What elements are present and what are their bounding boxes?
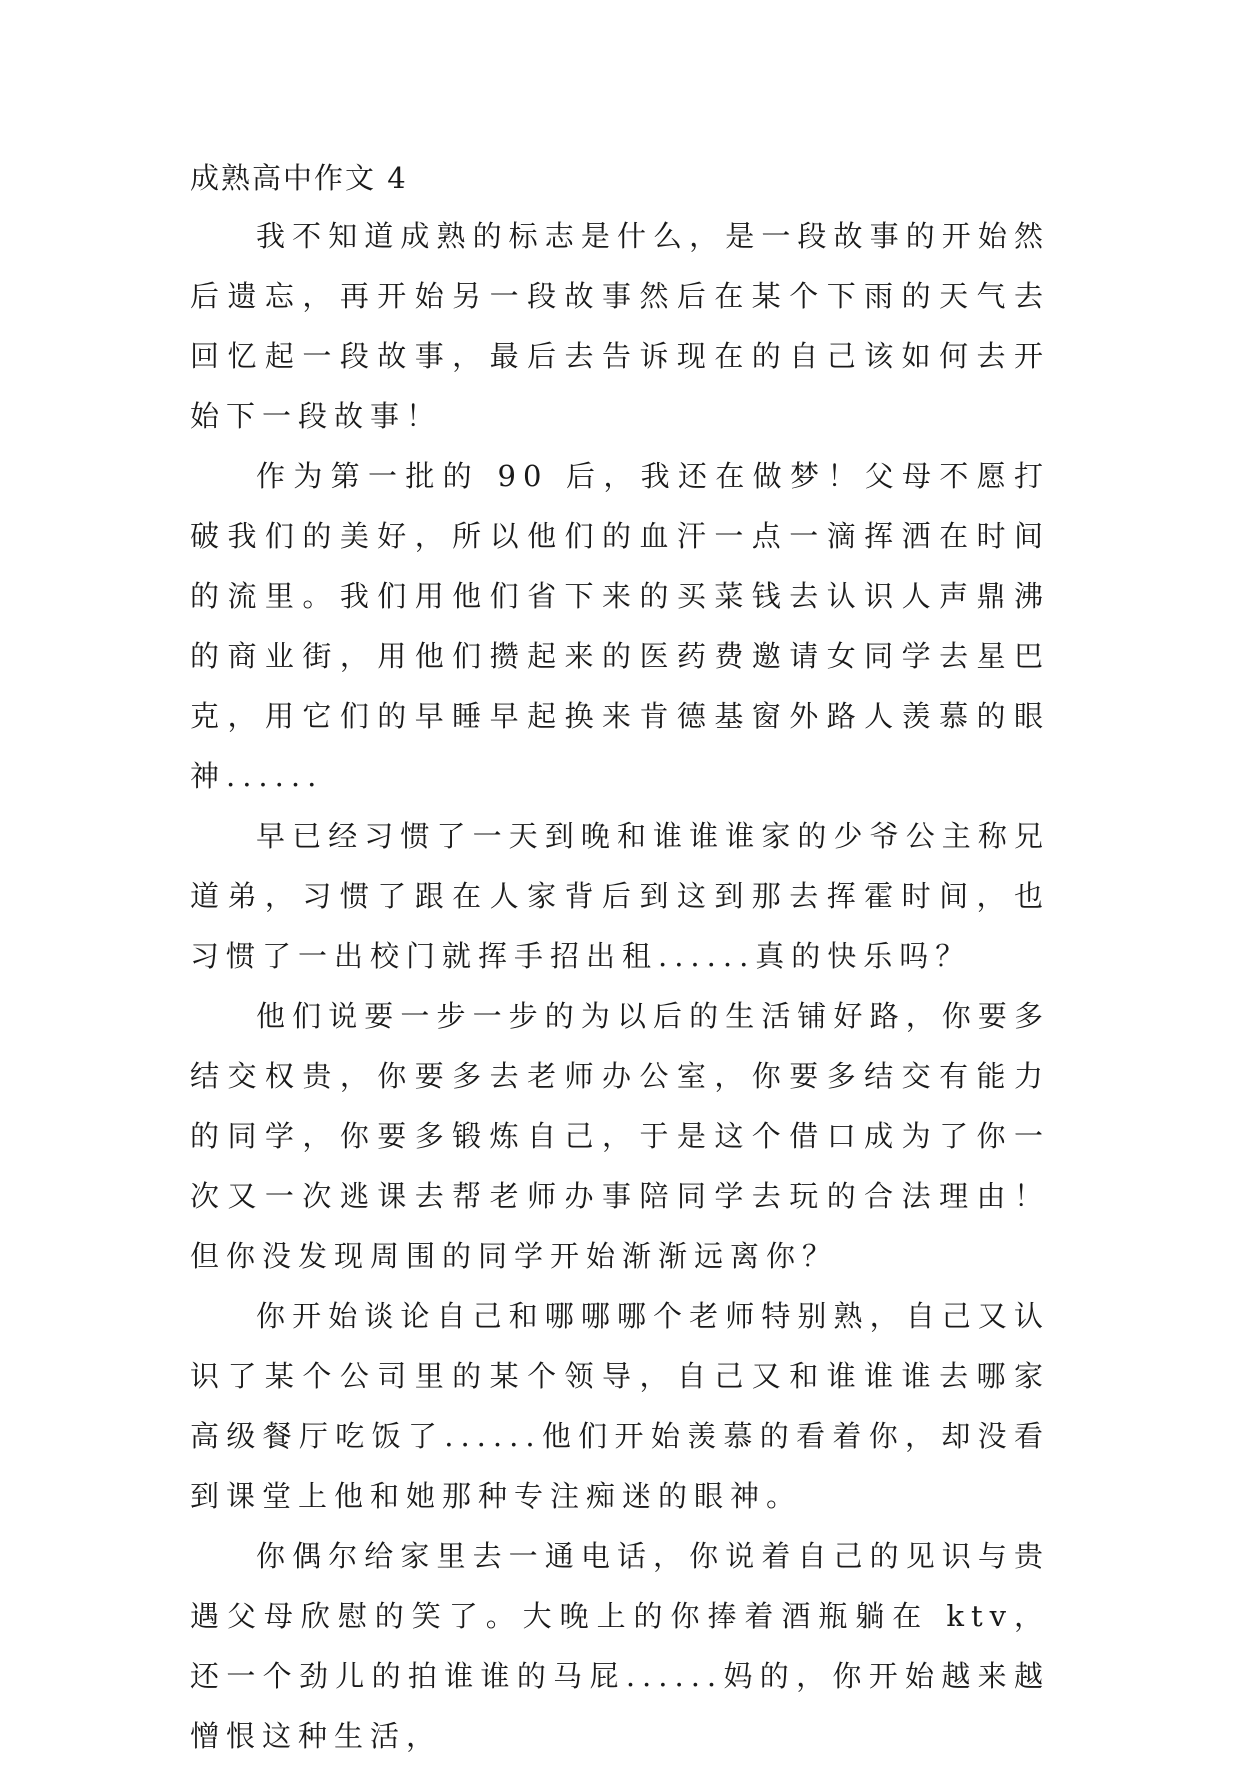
document-title: 成熟高中作文 4 (190, 161, 408, 195)
paragraph-1: 我不知道成熟的标志是什么，是一段故事的开始然后遗忘，再开始另一段故事然后在某个下雨的天气去回忆起一段故事，最后去告诉现在的自己该如何去开始下一段故事！ (190, 219, 1050, 433)
document-page (190, 150, 1050, 1766)
paragraph-6: 你偶尔给家里去一通电话，你说着自己的见识与贵遇父母欣慰的笑了。大晚上的你捧着酒瓶躺在 ktv，还一个劲儿的拍谁谁的马屁......妈的，你开始越来越憎恨这种生活， (190, 1539, 1050, 1753)
paragraph-4: 他们说要一步一步的为以后的生活铺好路，你要多结交权贵，你要多去老师办公室，你要多结交有能力的同学，你要多锻炼自己，于是这个借口成为了你一次又一次逃课去帮老师办事陪同学去玩的合法理由！但你没发现周围的同学开始渐渐远离你？ (190, 999, 1050, 1273)
paragraph-5: 你开始谈论自己和哪哪哪个老师特别熟，自己又认识了某个公司里的某个领导，自己又和谁谁谁去哪家高级餐厅吃饭了......他们开始羡慕的看着你，却没看到课堂上他和她那种专注痴迷的眼神。 (190, 1299, 1050, 1513)
paragraph-3: 早已经习惯了一天到晚和谁谁谁家的少爷公主称兄道弟，习惯了跟在人家背后到这到那去挥霍时间，也习惯了一出校门就挥手招出租......真的快乐吗？ (190, 819, 1050, 973)
paragraph-2: 作为第一批的 90 后，我还在做梦！父母不愿打破我们的美好，所以他们的血汗一点一滴挥洒在时间的流里。我们用他们省下来的买菜钱去认识人声鼎沸的商业街，用他们攒起来的医药费邀请女同学去星巴克，用它们的早睡早起换来肯德基窗外路人羡慕的眼神...... (190, 459, 1050, 793)
